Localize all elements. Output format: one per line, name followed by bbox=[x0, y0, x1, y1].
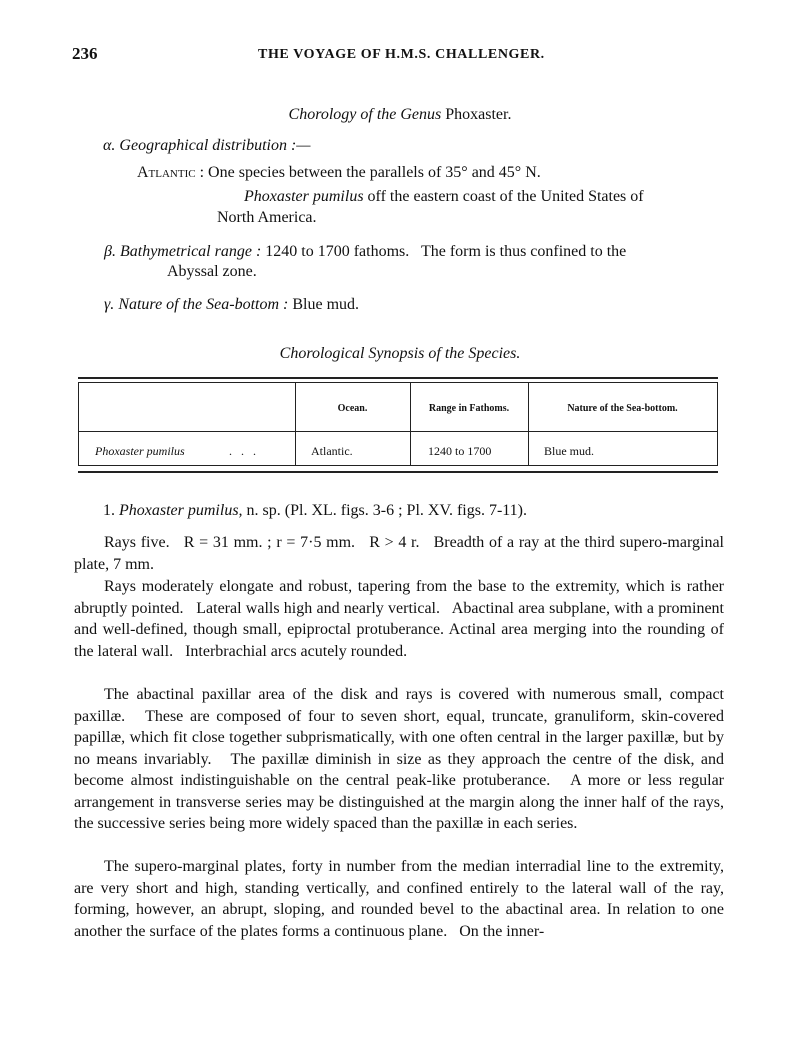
atlantic-text: : One species between the parallels of 35° and 45° N. bbox=[199, 164, 541, 181]
alpha-line bbox=[103, 137, 311, 155]
beta-line bbox=[104, 243, 626, 261]
species-entry-number: 1. bbox=[103, 502, 115, 519]
species-line bbox=[244, 188, 644, 206]
beta-text: 1240 to 1700 fathoms. The form is thus confined to the bbox=[265, 243, 627, 260]
table-cell-ocean: Atlantic. bbox=[311, 444, 353, 458]
species-line-cont: North America. bbox=[217, 209, 317, 226]
paragraph-paxillar-area bbox=[74, 684, 728, 835]
paragraph-text: The abactinal paxillar area of the disk and rays is covered with numerous small, compact paxillæ. These are composed of four to seven short, equal, truncate, granuliform, skin-covered papillæ, which fit close together subprismatically, with one often central in the larger paxillæ, but by no means invariably. The paxillæ diminish in size as they approach the centre of the disk, and become almost indistinguishable on the central peak-like protuberance. A more or less regular arrangement in transverse series may be distinguished at the margin along the inner half of the rays, the successive series being more widely spaced than the paxillæ in each series. bbox=[74, 686, 728, 832]
alpha-label: α. bbox=[103, 137, 116, 154]
species-text: off the eastern coast of the United States of bbox=[367, 188, 644, 205]
table-header-ocean: Ocean. bbox=[337, 403, 368, 414]
gamma-text: Blue mud. bbox=[292, 296, 360, 313]
page-number: 236 bbox=[72, 44, 98, 63]
table-cell-dots: . . . bbox=[229, 444, 256, 458]
beta-line-cont: Abyssal zone. bbox=[167, 263, 257, 280]
species-entry-name: Phoxaster pumilus, bbox=[119, 502, 243, 519]
alpha-text: Geographical distribution :— bbox=[119, 137, 311, 154]
table-cell-range: 1240 to 1700 bbox=[428, 444, 492, 458]
table-cell-bottom: Blue mud. bbox=[544, 444, 594, 458]
chorology-title bbox=[0, 106, 800, 124]
running-title: THE VOYAGE OF H.M.S. CHALLENGER. bbox=[258, 47, 545, 62]
species-entry bbox=[103, 502, 527, 520]
table-cell-species: Phoxaster pumilus bbox=[95, 444, 185, 458]
beta-label: β. bbox=[104, 243, 116, 260]
chorology-title-genus: Phoxaster. bbox=[445, 106, 512, 123]
species-italic: Phoxaster pumilus bbox=[244, 188, 364, 205]
table-header-range: Range in Fathoms. bbox=[428, 403, 510, 414]
paragraph-supero-marginal bbox=[74, 856, 728, 942]
chorology-title-italic: Chorology of the Genus bbox=[288, 106, 442, 123]
beta-italic: Bathymetrical range : bbox=[119, 243, 262, 260]
paragraph-text: Rays five. R = 31 mm. ; r = 7·5 mm. R > 4 r. Breadth of a ray at the third supero-marginal plate, 7 mm. bbox=[74, 534, 728, 573]
paragraph-text: Rays moderately elongate and robust, tapering from the base to the extremity, which is rather abruptly pointed. Lateral walls high and nearly vertical. Abactinal area subplane, with a prominent and well-defined, though small, epiproctal protuberance. Actinal area merging into the rounding of the lateral wall. Interbrachial arcs acutely rounded. bbox=[74, 578, 728, 660]
table-header-bottom: Nature of the Sea-bottom. bbox=[567, 403, 678, 414]
synopsis-title: Chorological Synopsis of the Species. bbox=[279, 345, 521, 362]
gamma-label: γ. bbox=[104, 296, 115, 313]
gamma-italic: Nature of the Sea-bottom : bbox=[118, 296, 289, 313]
paragraph-rays-shape bbox=[74, 576, 728, 662]
synopsis-table bbox=[78, 377, 718, 473]
species-entry-text: n. sp. (Pl. XL. figs. 3-6 ; Pl. XV. figs. 7-11). bbox=[246, 502, 527, 519]
gamma-line bbox=[104, 296, 359, 314]
atlantic-line bbox=[137, 164, 541, 182]
paragraph-text: The supero-marginal plates, forty in number from the median interradial line to the extremity, are very short and high, standing vertically, and confined entirely to the lateral wall of the ray, forming, however, an abrupt, sloping, and rounded bevel to the abactinal area. In relation to one another the surface of the plates forms a continuous plane. On the inner- bbox=[74, 858, 728, 940]
atlantic-label: Atlantic bbox=[137, 164, 196, 181]
paragraph-rays bbox=[74, 532, 728, 575]
